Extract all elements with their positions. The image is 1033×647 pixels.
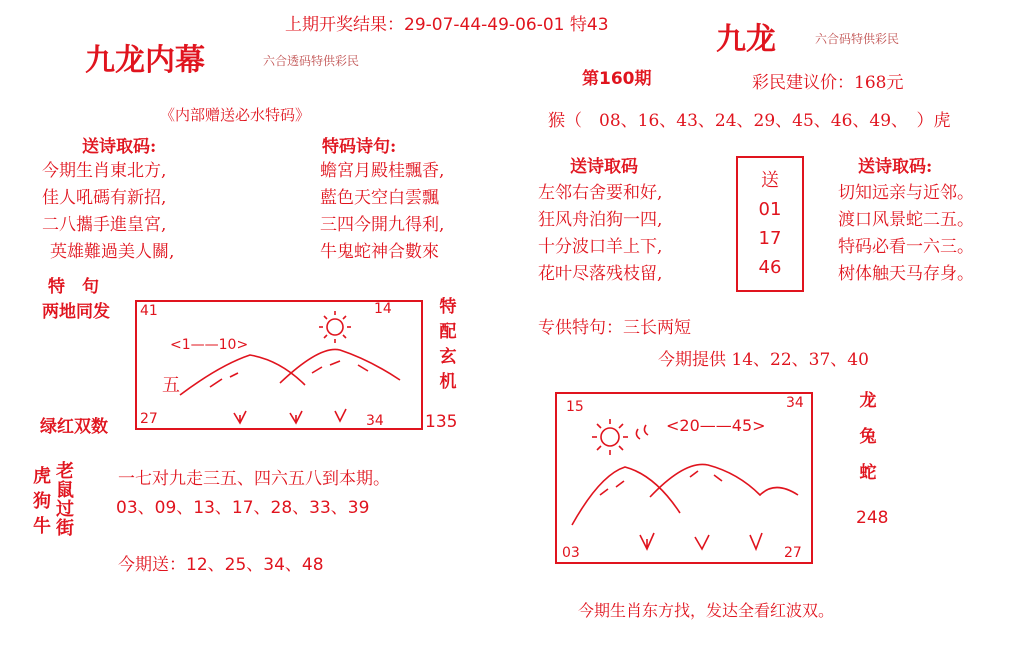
right-side-number: 248 bbox=[856, 508, 889, 528]
last-result-numbers: 29-07-44-49-06-01 bbox=[404, 15, 565, 35]
left-corner-tr: 14 bbox=[374, 301, 392, 317]
left-poem-line: 佳人吼碼有新招, bbox=[42, 188, 167, 208]
zodiac-char: 老 bbox=[56, 461, 74, 482]
zodiac-char: 牛 bbox=[33, 516, 51, 537]
left-poem-lines bbox=[42, 158, 174, 266]
zodiac-char: 过 bbox=[56, 499, 74, 520]
right-sketch bbox=[550, 385, 820, 570]
left-special-line: 三四今開九得利, bbox=[320, 215, 445, 235]
left-num-135: 135 bbox=[425, 412, 458, 432]
grass-icon bbox=[234, 409, 346, 423]
right-footer: 今期生肖东方找，发达全看红波双。 bbox=[578, 601, 835, 620]
right-poem-left bbox=[538, 180, 662, 288]
last-result bbox=[285, 10, 609, 35]
vertical-char: 配 bbox=[439, 322, 457, 342]
right-side-zodiac bbox=[858, 383, 878, 491]
left-special-line: 藍色天空白雲飄 bbox=[320, 188, 439, 208]
right-corner-bl: 03 bbox=[562, 545, 580, 561]
sun-icon bbox=[319, 311, 351, 343]
left-send-line: 今期送：12、25、34、48 bbox=[118, 555, 324, 575]
grass-icon bbox=[640, 533, 762, 549]
left-sketch bbox=[130, 295, 430, 435]
left-special-line: 蟾宮月殿桂飄香, bbox=[320, 161, 445, 181]
left-special-label: 特码诗句: bbox=[322, 137, 397, 157]
left-poem-line: 二八攜手進皇宮, bbox=[42, 215, 167, 235]
right-price: 彩民建议价：168元 bbox=[752, 73, 904, 93]
left-subtitle: 六合透码特供彩民 bbox=[263, 54, 360, 68]
side-zodiac-char: 龙 bbox=[859, 391, 877, 411]
left-vertical-word bbox=[438, 295, 458, 395]
right-poem-line: 十分波口羊上下, bbox=[538, 237, 663, 257]
left-poem-label: 送诗取码: bbox=[82, 137, 157, 157]
send-box-content bbox=[740, 166, 800, 282]
mountain-icon bbox=[572, 464, 798, 525]
left-special-line: 牛鬼蛇神合數來 bbox=[320, 242, 439, 262]
mountain-icon bbox=[180, 349, 400, 395]
right-poem-line: 渡口风景蛇二五。 bbox=[838, 210, 974, 230]
left-special-lines bbox=[320, 158, 444, 266]
send-box-item: 46 bbox=[758, 257, 782, 278]
right-corner-tr: 34 bbox=[786, 395, 804, 411]
right-title: 九龙 bbox=[716, 22, 776, 57]
right-poem-line: 切知远亲与近邻。 bbox=[838, 183, 974, 203]
last-result-label: 上期开奖结果： bbox=[285, 15, 404, 35]
zodiac-char: 鼠 bbox=[56, 480, 74, 501]
vertical-char: 特 bbox=[439, 297, 457, 317]
left-heading-note: 《内部赠送必水特码》 bbox=[160, 106, 311, 124]
left-green-red: 绿红双数 bbox=[40, 417, 108, 437]
right-subtitle: 六合码特供彩民 bbox=[815, 32, 900, 46]
left-zodiac-group-b bbox=[55, 462, 75, 538]
zodiac-char: 街 bbox=[56, 518, 74, 539]
right-poem-right bbox=[838, 180, 974, 288]
side-zodiac-char: 蛇 bbox=[859, 463, 877, 483]
vertical-char: 机 bbox=[439, 372, 457, 392]
left-zodiac-line1: 一七对九走三五、四六五八到本期。 bbox=[118, 469, 390, 489]
right-poem-label-left: 送诗取码 bbox=[570, 157, 638, 177]
right-poem-line: 花叶尽落残枝留, bbox=[538, 264, 663, 284]
right-special-phrase: 专供特句：三长两短 bbox=[538, 318, 691, 338]
right-offer-line: 今期提供 14、22、37、40 bbox=[658, 350, 869, 370]
right-poem-line: 左邻右舍要和好, bbox=[538, 183, 663, 203]
side-zodiac-char: 兔 bbox=[859, 427, 877, 447]
right-monkey-line: 猴（ 08、16、43、24、29、45、46、49、 ）虎 bbox=[548, 111, 951, 131]
right-poem-label-right: 送诗取码: bbox=[858, 157, 933, 177]
left-arrow-label: <1——10> bbox=[170, 337, 249, 353]
right-poem-line: 树体触天马存身。 bbox=[838, 264, 974, 284]
zodiac-char: 虎 bbox=[33, 466, 51, 487]
left-five-char: 五 bbox=[162, 375, 180, 396]
send-box-item: 17 bbox=[758, 228, 782, 249]
left-poem-line: 英雄難過美人關, bbox=[50, 242, 175, 262]
sun-icon bbox=[592, 419, 648, 455]
right-poem-line: 特码必看一六三。 bbox=[838, 237, 974, 257]
left-zodiac-group-a bbox=[32, 464, 52, 539]
left-corner-bl: 27 bbox=[140, 411, 158, 427]
left-teju: 特 句 bbox=[48, 277, 99, 297]
send-box-item: 01 bbox=[758, 199, 782, 220]
left-corner-br: 34 bbox=[366, 413, 384, 429]
left-poem-line: 今期生肖東北方, bbox=[42, 161, 167, 181]
send-box-item: 送 bbox=[761, 170, 779, 191]
right-corner-tl: 15 bbox=[566, 399, 584, 415]
left-two-places: 两地同发 bbox=[42, 302, 110, 322]
left-title: 九龙内幕 bbox=[85, 43, 205, 78]
right-arrow-label: <20——45> bbox=[666, 416, 766, 435]
left-corner-tl: 41 bbox=[140, 303, 158, 319]
last-result-special: 特43 bbox=[569, 15, 609, 35]
right-corner-br: 27 bbox=[784, 545, 802, 561]
left-zodiac-line2: 03、09、13、17、28、33、39 bbox=[116, 498, 370, 518]
right-issue: 第160期 bbox=[582, 69, 652, 89]
zodiac-char: 狗 bbox=[33, 491, 51, 512]
right-poem-line: 狂风舟泊狗一四, bbox=[538, 210, 663, 230]
vertical-char: 玄 bbox=[439, 347, 457, 367]
